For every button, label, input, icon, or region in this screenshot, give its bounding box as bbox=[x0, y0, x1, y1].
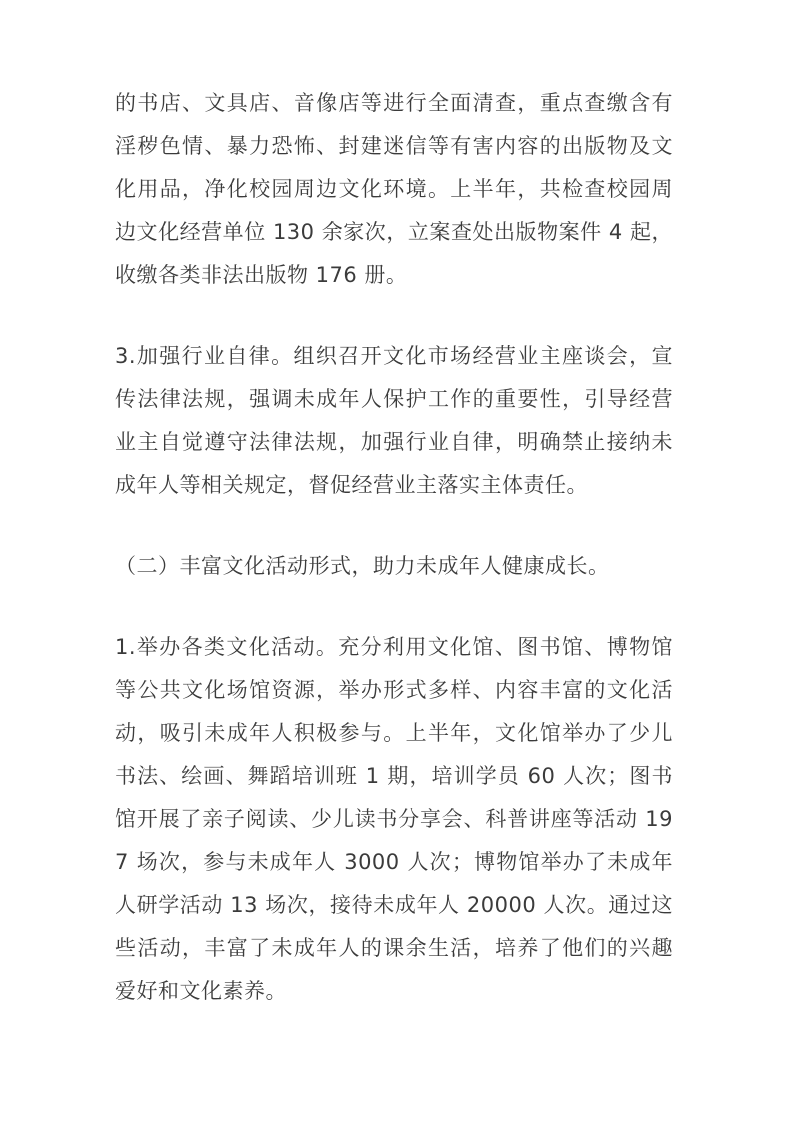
paragraph-cleanup-campaign: 的书店、文具店、音像店等进行全面清查，重点查缴含有淫秽色情、暴力恐怖、封建迷信等有害内容的出版物及文化用品，净化校园周边文化环境。上半年，共检查校园周边文化经营单位 130 余家次，立案查处出版物案件 4 起，收缴各类非法出版物 176 册。 bbox=[115, 91, 673, 287]
paragraph-cultural-activities-detail: 1.举办各类文化活动。充分利用文化馆、图书馆、博物馆等公共文化场馆资源，举办形式多样、内容丰富的文化活动，吸引未成年人积极参与。上半年，文化馆举办了少儿书法、绘画、舞蹈培训班 1 期，培训学员 60 人次；图书馆开展了亲子阅读、少儿读书分享会、科普讲座等活动 197 场次，参与未成年人 3000 人次；博物馆举办了未成年人研学活动 13 场次，接待未成年人 20000 人次。通过这些活动，丰富了未成年人的课余生活，培养了他们的兴趣爱好和文化素养。 bbox=[115, 635, 673, 1003]
paragraph-industry-self-discipline: 3.加强行业自律。组织召开文化市场经营业主座谈会，宣传法律法规，强调未成年人保护工作的重要性，引导经营业主自觉遵守法律法规，加强行业自律，明确禁止接纳未成年人等相关规定，督促经营业主落实主体责任。 bbox=[115, 344, 673, 497]
section-heading-cultural-activities: （二）丰富文化活动形式，助力未成年人健康成长。 bbox=[115, 554, 610, 578]
